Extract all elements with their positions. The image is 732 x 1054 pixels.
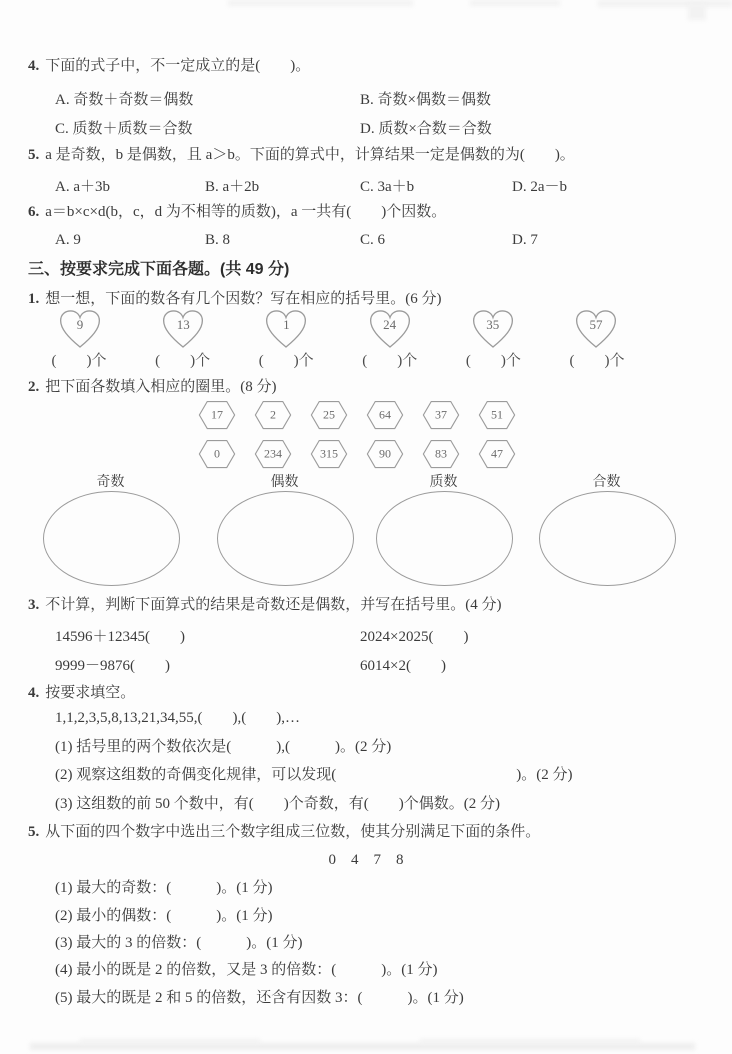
sub-question-3: (3) 这组数的前 50 个数中，有( )个奇数，有( )个偶数。(2 分) [55, 796, 500, 812]
hexagon-number: 315 [320, 446, 338, 461]
hexagon-number: 17 [211, 407, 223, 422]
option-a: A. 9 [55, 232, 81, 248]
hexagon-number: 0 [214, 446, 220, 461]
sub-question-3: (3) 最大的 3 的倍数：( )。(1 分) [55, 935, 303, 951]
hexagon-shape [366, 400, 404, 430]
sub-question-5: (5) 最大的既是 2 和 5 的倍数，还含有因数 3：( )。(1 分) [55, 990, 464, 1006]
category-label-odd: 奇数 [96, 475, 125, 490]
hexagon-number: 90 [379, 446, 391, 461]
hexagon-number: 234 [264, 446, 282, 461]
heart-shape [161, 308, 205, 350]
option-d: D. 2a－b [512, 179, 567, 195]
hexagon-shape [254, 439, 292, 469]
sub-question-1: (1) 括号里的两个数依次是( ),( )。(2 分) [55, 739, 392, 755]
question-number: 5. [28, 147, 40, 163]
heart-number: 57 [589, 316, 603, 332]
category-label-composite: 合数 [592, 475, 621, 490]
digit-choices: 0 4 7 8 [328, 852, 404, 868]
hexagon-number: 47 [491, 446, 503, 461]
answer-blank: ( )个 [155, 353, 211, 369]
answer-blank: ( )个 [569, 353, 625, 369]
section-header: 三、按要求完成下面各题。(共 49 分) [28, 261, 290, 278]
hexagon-number: 51 [491, 407, 503, 422]
hexagon-number: 25 [323, 407, 335, 422]
hexagon-shape [254, 400, 292, 430]
sub-question-1: (1) 最大的奇数：( )。(1 分) [55, 880, 273, 896]
question-stem: 不计算，判断下面算式的结果是奇数还是偶数，并写在括号里。(4 分) [45, 597, 502, 613]
hexagon-shape [478, 400, 516, 430]
question-4-stem-row [28, 57, 310, 77]
oval-composite-numbers [539, 491, 676, 586]
s3-question-3-stem-row [28, 596, 502, 616]
question-number: 4. [28, 58, 40, 74]
s3-question-4-stem-row [28, 684, 135, 704]
heart-number: 9 [76, 316, 84, 332]
answer-blank: ( )个 [465, 353, 521, 369]
question-stem: 按要求填空。 [45, 685, 136, 701]
question-number: 4. [28, 685, 40, 701]
scan-smudge [420, 1039, 640, 1044]
sub-question-2: (2) 观察这组数的奇偶变化规律，可以发现( )。(2 分) [55, 767, 573, 783]
answer-blank: ( )个 [51, 353, 107, 369]
number-sequence: 1,1,2,3,5,8,13,21,34,55,( ),( ),… [55, 710, 300, 726]
scan-smudge [470, 0, 560, 6]
expression-blank: 14596＋12345( ) [55, 629, 185, 645]
option-c: C. 6 [360, 232, 386, 248]
oval-prime-numbers [376, 491, 513, 586]
hexagon-shape [422, 439, 460, 469]
question-stem: 想一想，下面的数各有几个因数？写在相应的括号里。(6 分) [45, 291, 442, 307]
heart-number: 35 [486, 316, 500, 332]
hexagon-numbers-block [198, 400, 516, 478]
scan-smudge [688, 4, 706, 20]
option-d: D. 7 [512, 232, 538, 248]
option-b: B. 奇数×偶数＝偶数 [360, 92, 491, 108]
option-b: B. a＋2b [205, 179, 260, 195]
sub-question-4: (4) 最小的既是 2 的倍数，又是 3 的倍数：( )。(1 分) [55, 962, 438, 978]
hexagon-number: 37 [435, 407, 447, 422]
expression-blank: 6014×2( ) [360, 658, 446, 674]
s3-question-5-stem-row [28, 823, 540, 843]
heart-shape [574, 308, 618, 350]
question-stem: 下面的式子中，不一定成立的是( )。 [45, 58, 311, 74]
question-number: 3. [28, 597, 40, 613]
heart-shape [471, 308, 515, 350]
scan-smudge [228, 0, 413, 6]
scan-smudge [598, 0, 732, 7]
question-6-stem-row [28, 203, 446, 223]
question-stem: 从下面的四个数字中选出三个数字组成三位数，使其分别满足下面的条件。 [45, 824, 541, 840]
question-stem: a 是奇数，b 是偶数，且 a＞b。下面的算式中，计算结果一定是偶数的为( )。 [45, 147, 575, 163]
scan-smudge [30, 1043, 695, 1050]
heart-shape [368, 308, 412, 350]
oval-odd-numbers [43, 491, 180, 586]
hexagon-row-2 [198, 439, 516, 469]
factor-count-blanks-row [30, 349, 646, 370]
question-number: 5. [28, 824, 40, 840]
hexagon-number: 64 [379, 407, 391, 422]
oval-even-numbers [217, 491, 354, 586]
answer-blank: ( )个 [258, 353, 314, 369]
question-number: 2. [28, 379, 40, 395]
option-b: B. 8 [205, 232, 231, 248]
option-c: C. 3a＋b [360, 179, 415, 195]
hexagon-shape [422, 400, 460, 430]
hexagon-shape [310, 439, 348, 469]
option-a: A. a＋3b [55, 179, 110, 195]
expression-blank: 9999－9876( ) [55, 658, 170, 674]
hexagon-shape [478, 439, 516, 469]
question-number: 1. [28, 291, 40, 307]
hexagon-shape [310, 400, 348, 430]
heart-number: 24 [383, 316, 397, 332]
hexagon-shape [198, 439, 236, 469]
heart-number: 13 [176, 316, 190, 332]
hearts-row [58, 308, 618, 352]
question-5-stem-row [28, 146, 575, 166]
heart-shape [264, 308, 308, 350]
option-d: D. 质数×合数＝合数 [360, 121, 492, 137]
hexagon-number: 2 [270, 407, 276, 422]
expression-blank: 2024×2025( ) [360, 629, 469, 645]
heart-shape [58, 308, 102, 350]
s3-question-1-stem-row [28, 290, 442, 310]
option-c: C. 质数＋质数＝合数 [55, 121, 193, 137]
sub-question-2: (2) 最小的偶数：( )。(1 分) [55, 908, 273, 924]
hexagon-number: 83 [435, 446, 447, 461]
answer-blank: ( )个 [362, 353, 418, 369]
hexagon-shape [198, 400, 236, 430]
s3-question-2-stem-row [28, 378, 277, 398]
question-stem: a＝b×c×d(b，c，d 为不相等的质数)，a 一共有( )个因数。 [45, 204, 447, 220]
category-label-even: 偶数 [270, 475, 299, 490]
scan-smudge [80, 1039, 260, 1044]
question-stem: 把下面各数填入相应的圈里。(8 分) [45, 379, 277, 395]
category-label-prime: 质数 [429, 475, 458, 490]
question-number: 6. [28, 204, 40, 220]
hexagon-shape [366, 439, 404, 469]
hexagon-row-1 [198, 400, 516, 430]
heart-number: 1 [283, 316, 290, 332]
option-a: A. 奇数＋奇数＝偶数 [55, 92, 194, 108]
